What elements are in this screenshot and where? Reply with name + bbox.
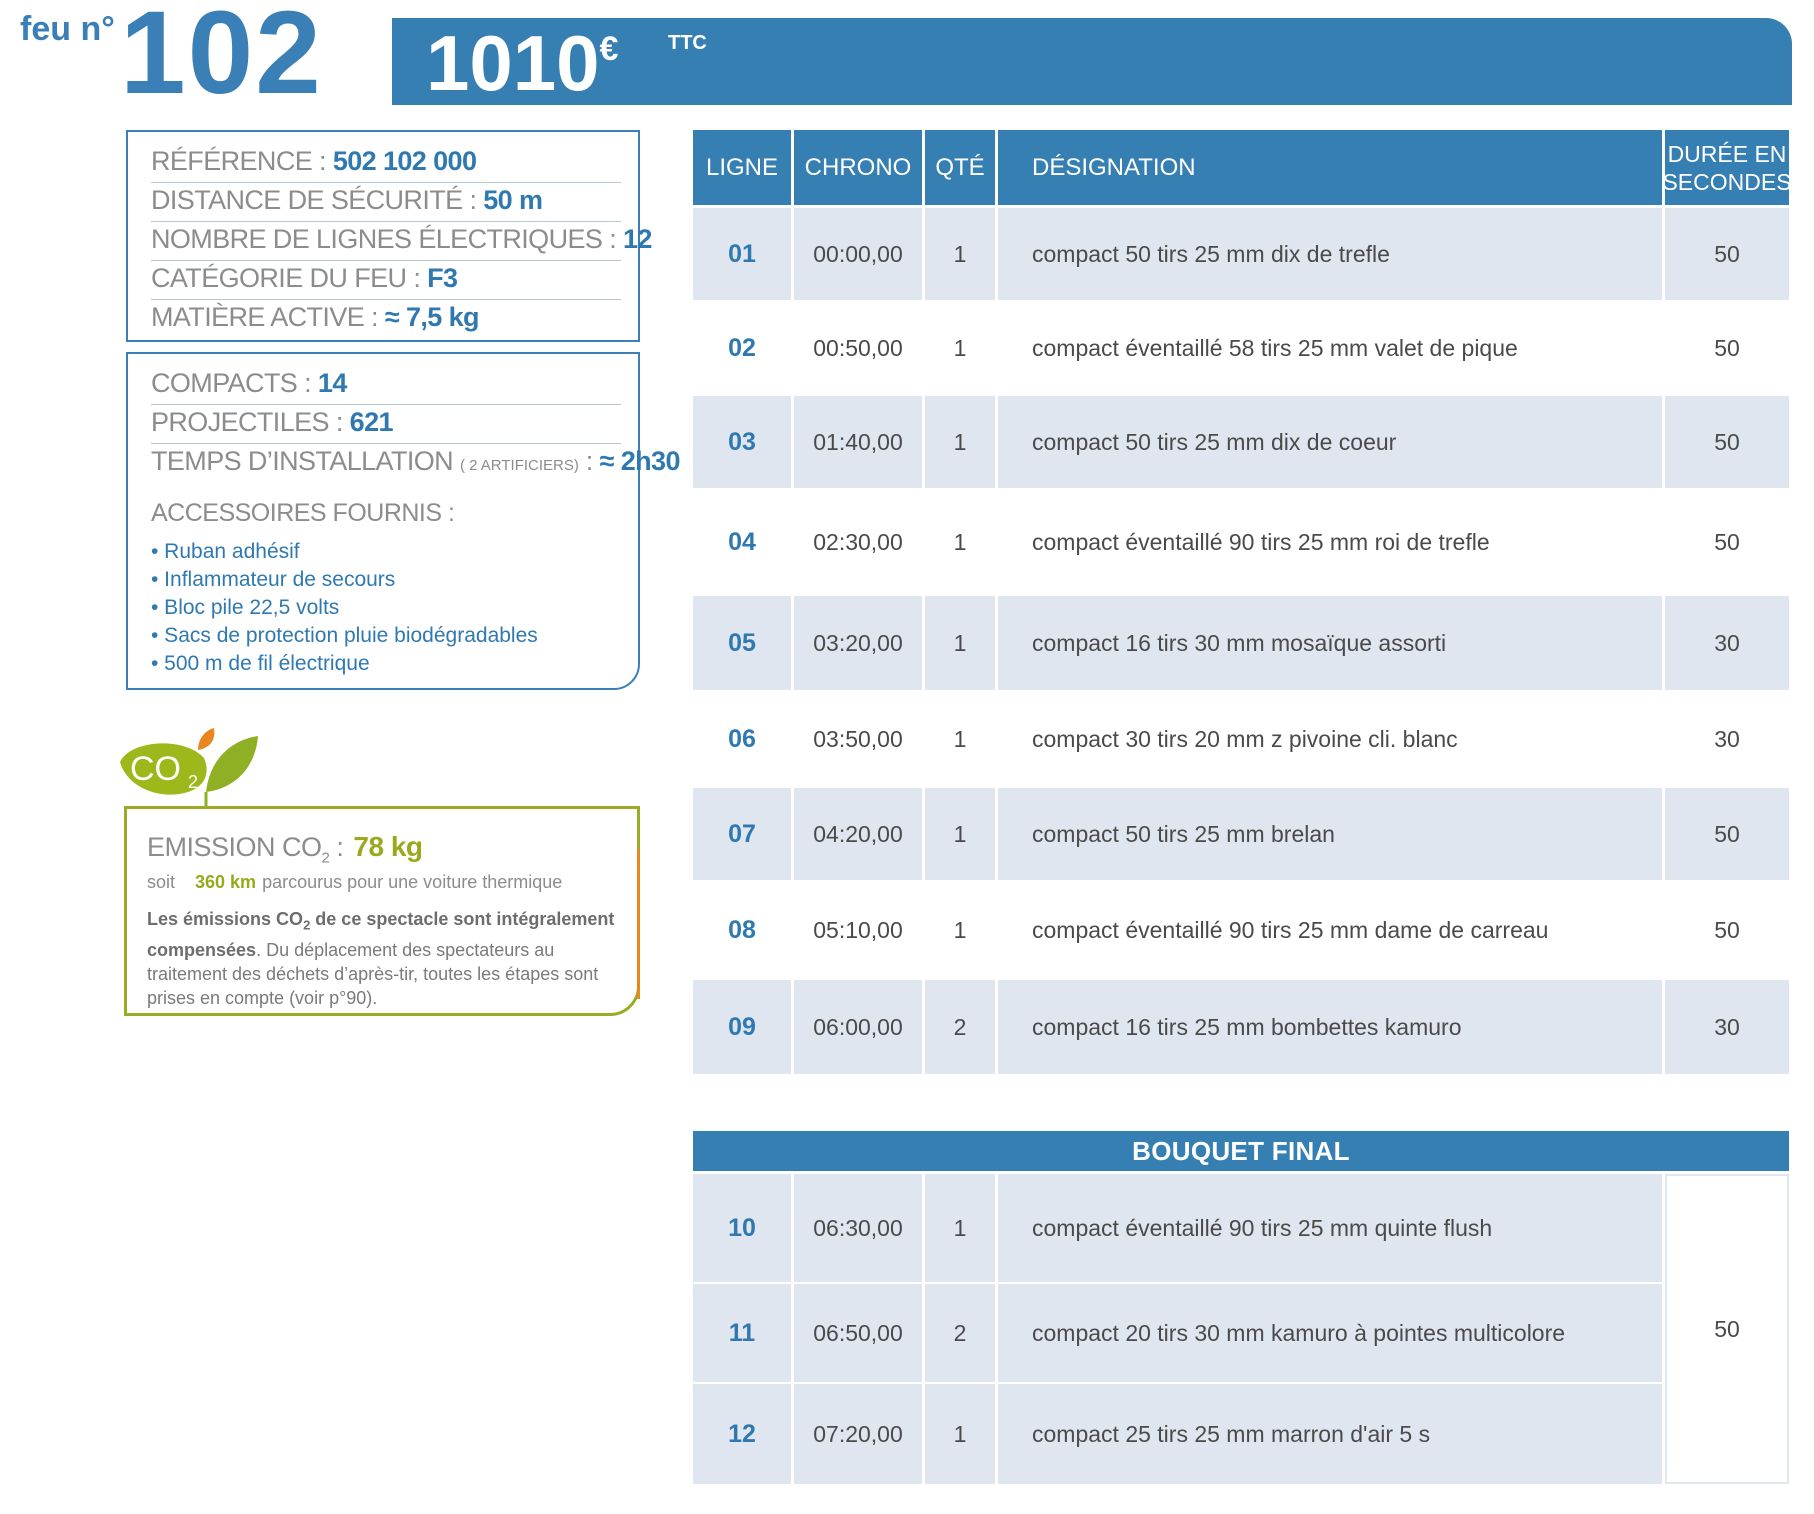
spec-value: 12 <box>623 224 652 254</box>
cell-designation: compact 16 tirs 30 mm mosaïque assorti <box>998 596 1662 690</box>
price-ttc: TTC <box>668 32 707 54</box>
co2-emission-value: 78 kg <box>353 831 423 862</box>
cell-designation: compact 25 tirs 25 mm marron d'air 5 s <box>998 1384 1662 1484</box>
spec-distance <box>151 183 621 222</box>
spec-value: ≈ 2h30 <box>599 446 680 476</box>
spec-value: 621 <box>349 407 393 437</box>
cell-chrono: 06:30,00 <box>794 1174 922 1282</box>
cell-qte: 1 <box>953 916 967 943</box>
spec-value: 50 m <box>483 185 543 215</box>
co2-km-value: 360 km <box>195 872 257 893</box>
spec-value: ≈ 7,5 kg <box>384 302 479 332</box>
cell-designation: compact 20 tirs 30 mm kamuro à pointes multicolore <box>998 1284 1662 1382</box>
line-number: 02 <box>728 333 756 362</box>
co2-description <box>147 907 617 1010</box>
cell-ligne <box>693 692 791 786</box>
cell-duree: 50 <box>1714 916 1740 943</box>
co2-box <box>124 806 640 1016</box>
cell-ligne <box>693 980 791 1074</box>
cell-chrono: 04:20,00 <box>794 788 922 880</box>
co2-km-text: parcourus pour une voiture thermique <box>262 872 563 893</box>
cell-qte: 1 <box>925 396 995 488</box>
cell-designation: compact 50 tirs 25 mm brelan <box>998 788 1662 880</box>
cell-chrono: 00:50,00 <box>813 334 903 361</box>
cell-designation: compact 50 tirs 25 mm dix de trefle <box>998 208 1662 300</box>
spec-label: CATÉGORIE DU FEU : <box>151 263 428 293</box>
cell-qte: 1 <box>925 1384 995 1484</box>
table-row <box>693 882 1789 978</box>
co2-text-rest: . Du déplacement des spectateurs au traitement des déchets d’après-tir, toutes les étapes sont prises en compte (voir p°90). <box>147 939 599 1008</box>
co2-bold-1: Les émissions CO <box>147 909 304 930</box>
cell-chrono: 02:30,00 <box>813 528 903 555</box>
specs-box <box>126 130 652 342</box>
spec-active-matter <box>151 300 621 339</box>
header-ligne: LIGNE <box>693 130 791 205</box>
header-chrono: CHRONO <box>794 130 922 205</box>
cell-qte: 2 <box>925 1284 995 1382</box>
header-qte: QTÉ <box>925 130 995 205</box>
final-bouquet-title: BOUQUET FINAL <box>693 1131 1789 1171</box>
table-header <box>693 130 1792 205</box>
line-number: 09 <box>728 1012 756 1041</box>
spec-label: PROJECTILES : <box>151 407 350 437</box>
co2-emission-sep: : <box>329 832 344 862</box>
co2-bold-sub: 2 <box>303 917 311 933</box>
header-designation: DÉSIGNATION <box>998 130 1662 205</box>
cell-chrono: 03:20,00 <box>794 596 922 690</box>
co2-logo-sub: 2 <box>188 772 199 792</box>
cell-chrono: 01:40,00 <box>794 396 922 488</box>
co2-emission-label: EMISSION CO <box>147 832 322 862</box>
spec-label: MATIÈRE ACTIVE : <box>151 302 385 332</box>
cell-chrono: 03:50,00 <box>813 725 903 752</box>
accessory-item: • Bloc pile 22,5 volts <box>151 596 340 619</box>
co2-km <box>147 872 617 893</box>
co2-emission <box>147 831 617 866</box>
spec-install-time <box>151 444 680 483</box>
price-value: 1010 <box>426 19 600 107</box>
cell-designation: compact 16 tirs 25 mm bombettes kamuro <box>998 980 1662 1074</box>
accessory-item: • Ruban adhésif <box>151 540 300 563</box>
header-duree-1: DURÉE EN <box>1667 140 1787 167</box>
spec-label: TEMPS D’INSTALLATION <box>151 446 460 476</box>
cell-ligne <box>693 302 791 394</box>
line-number: 01 <box>728 239 756 268</box>
table-row <box>693 490 1789 594</box>
header-duree-2: SECONDES <box>1662 168 1792 195</box>
line-number: 04 <box>728 527 756 556</box>
spec-projectiles <box>151 405 621 444</box>
cell-duree: 50 <box>1665 208 1789 300</box>
feu-number: 102 <box>120 0 323 119</box>
cell-chrono: 06:50,00 <box>794 1284 922 1382</box>
cell-ligne <box>693 490 791 594</box>
spec-lines <box>151 222 652 261</box>
spec-value: 502 102 000 <box>332 146 477 176</box>
spec-note: ( 2 ARTIFICIERS) <box>459 457 579 474</box>
table-row <box>693 788 1789 880</box>
co2-soit: soit <box>147 872 176 893</box>
contents-box <box>126 352 680 690</box>
cell-designation: compact éventaillé 90 tirs 25 mm dame de carreau <box>1032 916 1549 943</box>
line-number: 06 <box>728 724 756 753</box>
co2-logo-text: CO <box>130 750 181 788</box>
cell-ligne <box>693 208 791 300</box>
table-row <box>693 302 1789 394</box>
spec-compacts <box>151 366 621 405</box>
cell-designation: compact éventaillé 58 tirs 25 mm valet de pique <box>1032 334 1518 361</box>
cell-duree: 30 <box>1665 596 1789 690</box>
table-row <box>693 692 1789 786</box>
table-row <box>693 596 1789 690</box>
cell-designation: compact 30 tirs 20 mm z pivoine cli. blanc <box>1032 725 1458 752</box>
cell-designation: compact 50 tirs 25 mm dix de coeur <box>998 396 1662 488</box>
cell-ligne <box>693 788 791 880</box>
cell-qte: 2 <box>925 980 995 1074</box>
cell-ligne <box>693 596 791 690</box>
cell-duree: 30 <box>1714 725 1740 752</box>
accessory-item: • 500 m de fil électrique <box>151 652 370 675</box>
price-currency: € <box>599 30 619 68</box>
table-row <box>693 1384 1789 1484</box>
cell-duree: 50 <box>1665 396 1789 488</box>
cell-chrono: 07:20,00 <box>794 1384 922 1484</box>
cell-ligne <box>693 882 791 978</box>
cell-qte: 1 <box>925 788 995 880</box>
co2-leaf-icon <box>114 728 259 806</box>
co2-emission-sub: 2 <box>321 849 330 867</box>
cell-duree: 50 <box>1665 788 1789 880</box>
accessories-title: ACCESSOIRES FOURNIS : <box>151 499 455 527</box>
spec-reference <box>151 144 621 183</box>
cell-designation: compact éventaillé 90 tirs 25 mm quinte flush <box>998 1174 1662 1282</box>
line-number: 05 <box>728 628 756 657</box>
line-number: 10 <box>728 1213 756 1242</box>
cell-ligne <box>693 1384 791 1484</box>
spec-value: F3 <box>427 263 458 293</box>
final-bouquet-duration: 50 <box>1665 1174 1789 1484</box>
line-number: 08 <box>728 915 756 944</box>
table-row <box>693 396 1789 488</box>
feu-label: feu n° <box>20 10 115 48</box>
cell-ligne <box>693 396 791 488</box>
table-row <box>693 980 1789 1074</box>
spec-label: DISTANCE DE SÉCURITÉ : <box>151 185 484 215</box>
cell-duree: 50 <box>1714 334 1740 361</box>
header-duree <box>1662 130 1792 205</box>
accessory-item: • Sacs de protection pluie biodégradables <box>151 624 538 647</box>
line-number: 03 <box>728 427 756 456</box>
spec-label: COMPACTS : <box>151 368 318 398</box>
spec-value: 14 <box>317 368 347 398</box>
spec-category <box>151 261 621 300</box>
spec-label: RÉFÉRENCE : <box>151 146 333 176</box>
table-row <box>693 1284 1789 1382</box>
cell-qte: 1 <box>925 596 995 690</box>
co2-bold-2: de ce spectacle sont intégralement compensées <box>147 909 615 960</box>
cell-qte: 1 <box>953 528 967 555</box>
cell-qte: 1 <box>925 1174 995 1282</box>
price-bar <box>392 18 1792 105</box>
cell-chrono: 05:10,00 <box>813 916 903 943</box>
table-row <box>693 1174 1789 1282</box>
spec-separator: : <box>578 446 600 476</box>
cell-chrono: 00:00,00 <box>794 208 922 300</box>
accessory-item: • Inflammateur de secours <box>151 568 396 591</box>
line-number: 07 <box>728 819 756 848</box>
cell-ligne <box>693 1284 791 1382</box>
line-number: 12 <box>728 1419 756 1448</box>
spec-label: NOMBRE DE LIGNES ÉLECTRIQUES : <box>151 224 624 254</box>
cell-chrono: 06:00,00 <box>794 980 922 1074</box>
cell-qte: 1 <box>925 208 995 300</box>
table-row <box>693 208 1789 300</box>
cell-ligne <box>693 1174 791 1282</box>
cell-qte: 1 <box>953 725 967 752</box>
cell-duree: 50 <box>1714 528 1740 555</box>
cell-duree: 30 <box>1665 980 1789 1074</box>
cell-designation: compact éventaillé 90 tirs 25 mm roi de trefle <box>1032 528 1490 555</box>
price <box>426 19 619 107</box>
line-number: 11 <box>728 1318 756 1347</box>
cell-qte: 1 <box>953 334 967 361</box>
